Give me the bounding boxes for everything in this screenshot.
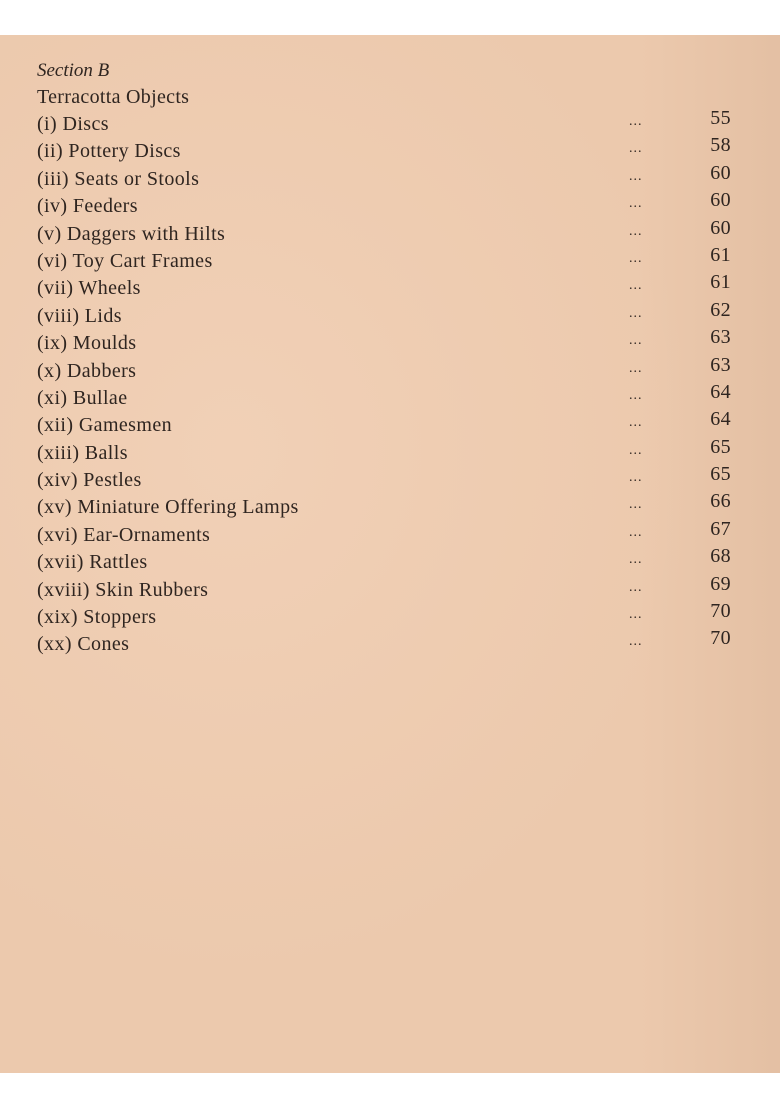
entry-leader-dots: ...	[629, 634, 643, 650]
entry-label: (xviii) Skin Rubbers	[37, 578, 209, 601]
entry-label: (vi) Toy Cart Frames	[37, 249, 213, 272]
toc-entry	[37, 435, 737, 467]
entry-label: (xv) Miniature Offering Lamps	[37, 496, 299, 519]
entry-leader-dots: ...	[629, 552, 643, 568]
toc-entry	[37, 298, 737, 330]
toc-entry	[37, 600, 737, 631]
entry-page-number: 58	[710, 134, 731, 157]
toc-entry	[37, 216, 737, 248]
entry-leader-dots: ...	[629, 415, 643, 431]
entry-list	[37, 107, 737, 659]
entry-label: (viii) Lids	[37, 304, 122, 327]
entry-label: (xix) Stoppers	[37, 606, 157, 629]
entry-label: (iv) Feeders	[37, 195, 138, 218]
toc-entry	[37, 134, 737, 165]
entry-page-number: 70	[710, 627, 731, 650]
entry-leader-dots: ...	[629, 333, 643, 349]
entry-page-number: 61	[710, 243, 731, 266]
toc-entry	[37, 517, 737, 549]
entry-label: (x) Dabbers	[37, 359, 137, 382]
toc-entry	[37, 189, 737, 220]
entry-leader-dots: ...	[629, 114, 643, 129]
scanned-page	[0, 35, 780, 1073]
entry-page-number: 60	[710, 189, 731, 212]
entry-leader-dots: ...	[629, 442, 643, 458]
toc-entry	[37, 463, 737, 494]
section-heading: Terracotta Objects	[37, 86, 190, 108]
entry-page-number: 60	[710, 216, 731, 239]
entry-leader-dots: ...	[629, 250, 643, 266]
toc-entry	[37, 572, 737, 604]
entry-label: (vii) Wheels	[37, 277, 141, 300]
entry-label: (iii) Seats or Stools	[37, 167, 200, 190]
entry-page-number: 63	[710, 353, 731, 376]
entry-label: (xx) Cones	[37, 633, 130, 656]
entry-page-number: 62	[710, 298, 731, 321]
entry-leader-dots: ...	[629, 607, 643, 623]
entry-label: (xii) Gamesmen	[37, 414, 173, 437]
entry-leader-dots: ...	[629, 579, 643, 595]
entry-page-number: 67	[710, 517, 731, 540]
entry-label: (xvii) Rattles	[37, 551, 148, 574]
toc-entry	[37, 271, 737, 302]
table-of-contents	[37, 57, 737, 659]
toc-entry	[37, 490, 737, 521]
toc-entry	[37, 161, 737, 193]
toc-entry	[37, 545, 737, 576]
entry-label: (xvi) Ear-Ornaments	[37, 523, 211, 546]
toc-entry	[37, 380, 737, 412]
entry-page-number: 63	[710, 326, 731, 349]
toc-entry	[37, 408, 737, 439]
entry-leader-dots: ...	[629, 168, 643, 184]
entry-leader-dots: ...	[629, 223, 643, 239]
entry-page-number: 65	[710, 463, 731, 486]
entry-label: (v) Daggers with Hilts	[37, 222, 226, 245]
entry-label: (xiii) Balls	[37, 441, 128, 464]
entry-leader-dots: ...	[629, 141, 643, 157]
entry-leader-dots: ...	[629, 360, 643, 376]
entry-label: (i) Discs	[37, 113, 109, 135]
section-label: Section B	[37, 60, 110, 81]
entry-leader-dots: ...	[629, 497, 643, 513]
entry-leader-dots: ...	[629, 470, 643, 486]
entry-label: (ii) Pottery Discs	[37, 140, 181, 163]
entry-page-number: 64	[710, 408, 731, 431]
entry-leader-dots: ...	[629, 278, 643, 294]
entry-label: (xi) Bullae	[37, 386, 128, 409]
entry-leader-dots: ...	[629, 387, 643, 403]
entry-page-number: 61	[710, 271, 731, 294]
entry-page-number: 65	[710, 435, 731, 458]
entry-leader-dots: ...	[629, 196, 643, 212]
toc-entry	[37, 627, 737, 658]
entry-page-number: 64	[710, 380, 731, 403]
toc-entry	[37, 353, 737, 385]
toc-entry	[37, 107, 737, 138]
entry-leader-dots: ...	[629, 305, 643, 321]
entry-label: (ix) Moulds	[37, 332, 137, 355]
entry-page-number: 70	[710, 600, 731, 623]
entry-leader-dots: ...	[629, 524, 643, 540]
entry-page-number: 66	[710, 490, 731, 513]
entry-page-number: 60	[710, 161, 731, 184]
entry-page-number: 68	[710, 545, 731, 568]
entry-page-number: 55	[710, 107, 731, 129]
entry-label: (xiv) Pestles	[37, 469, 142, 492]
toc-entry	[37, 326, 737, 357]
entry-page-number: 69	[710, 572, 731, 595]
toc-entry	[37, 243, 737, 275]
